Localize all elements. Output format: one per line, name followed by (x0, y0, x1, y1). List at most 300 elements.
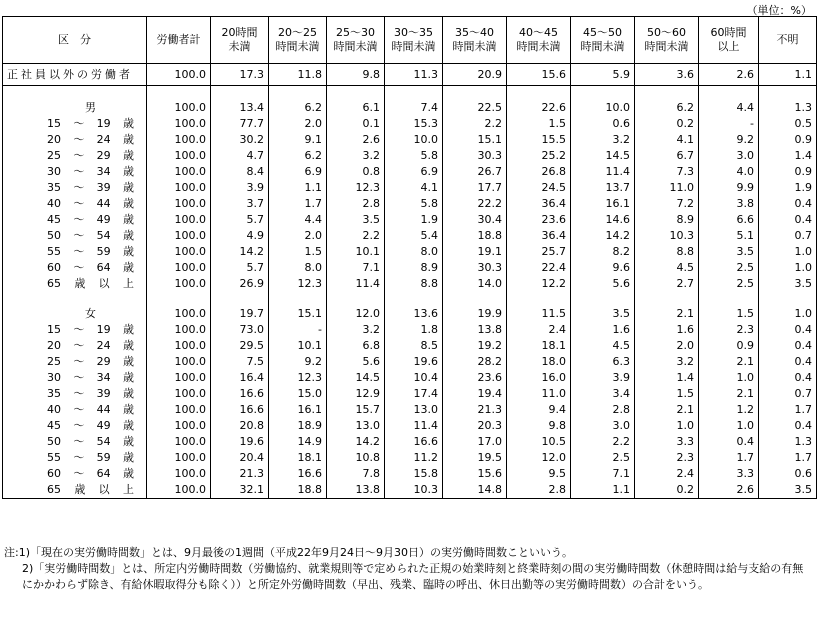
cell-value: 9.2 (269, 354, 327, 370)
cell-value: 9.2 (699, 132, 759, 148)
cell-value: 3.6 (635, 64, 699, 86)
cell-value: 100.0 (147, 148, 211, 164)
row-label: 35 ～ 39 歳 (3, 386, 147, 402)
age-row (3, 338, 817, 354)
cell-value: 7.8 (327, 466, 385, 482)
cell-value: 3.5 (699, 244, 759, 260)
cell-value: 6.1 (327, 100, 385, 116)
cell-value: 11.0 (507, 386, 571, 402)
cell-value: 11.3 (385, 64, 443, 86)
cell-value: 100.0 (147, 196, 211, 212)
cell-value: 19.6 (385, 354, 443, 370)
cell-value: 11.2 (385, 450, 443, 466)
cell-value: 26.8 (507, 164, 571, 180)
cell-value: 9.9 (699, 180, 759, 196)
cell-value: 24.5 (507, 180, 571, 196)
cell-value: 2.5 (699, 276, 759, 292)
row-label: 女 (3, 306, 147, 322)
cell-value: 14.5 (571, 148, 635, 164)
cell-value: 100.0 (147, 402, 211, 418)
cell-value: 1.7 (699, 450, 759, 466)
cell-value: 36.4 (507, 196, 571, 212)
row-label: 60 ～ 64 歳 (3, 466, 147, 482)
age-row (3, 148, 817, 164)
cell-value: 9.5 (507, 466, 571, 482)
cell-value: 100.0 (147, 482, 211, 499)
cell-value: - (699, 116, 759, 132)
cell-value: 16.1 (269, 402, 327, 418)
cell-value: 7.3 (635, 164, 699, 180)
cell-value: 14.2 (211, 244, 269, 260)
cell-value: 77.7 (211, 116, 269, 132)
cell-value: 1.0 (699, 418, 759, 434)
cell-value: 17.0 (443, 434, 507, 450)
male-summary-row (3, 100, 817, 116)
cell-value: 22.5 (443, 100, 507, 116)
cell-value: 0.9 (759, 164, 817, 180)
cell-value: 73.0 (211, 322, 269, 338)
row-label: 55 ～ 59 歳 (3, 450, 147, 466)
cell-value: 22.6 (507, 100, 571, 116)
cell-value: 1.5 (269, 244, 327, 260)
cell-value: 14.2 (327, 434, 385, 450)
cell-value: 18.1 (269, 450, 327, 466)
age-row (3, 402, 817, 418)
cell-value: 20.8 (211, 418, 269, 434)
cell-value: 4.5 (635, 260, 699, 276)
cell-value: 5.9 (571, 64, 635, 86)
cell-value: 0.6 (571, 116, 635, 132)
cell-value: 4.5 (571, 338, 635, 354)
cell-value: 8.0 (385, 244, 443, 260)
cell-value: 20.3 (443, 418, 507, 434)
row-label (3, 292, 147, 306)
cell-value: 6.2 (269, 100, 327, 116)
cell-value: 1.5 (635, 386, 699, 402)
cell-value (385, 292, 443, 306)
cell-value: 18.8 (443, 228, 507, 244)
cell-value: 1.8 (385, 322, 443, 338)
cell-value: 3.8 (699, 196, 759, 212)
row-label: 20 ～ 24 歳 (3, 132, 147, 148)
cell-value: 2.4 (507, 322, 571, 338)
column-header: 20時間 未満 (211, 17, 269, 64)
cell-value: 19.5 (443, 450, 507, 466)
cell-value: 2.6 (699, 482, 759, 499)
cell-value: 19.9 (443, 306, 507, 322)
cell-value: 100.0 (147, 64, 211, 86)
column-header: 40～45 時間未満 (507, 17, 571, 64)
cell-value: 0.4 (759, 322, 817, 338)
column-header: 25～30 時間未満 (327, 17, 385, 64)
age-row (3, 466, 817, 482)
cell-value: 100.0 (147, 164, 211, 180)
cell-value: 0.7 (759, 228, 817, 244)
total-row (3, 64, 817, 86)
cell-value: 3.2 (327, 322, 385, 338)
cell-value: 4.9 (211, 228, 269, 244)
cell-value: 9.8 (327, 64, 385, 86)
cell-value (699, 86, 759, 101)
cell-value (635, 86, 699, 101)
cell-value: 8.2 (571, 244, 635, 260)
cell-value: 3.5 (759, 276, 817, 292)
cell-value: 5.7 (211, 260, 269, 276)
cell-value: 4.1 (385, 180, 443, 196)
cell-value: 8.5 (385, 338, 443, 354)
cell-value: 0.4 (759, 338, 817, 354)
cell-value: 14.6 (571, 212, 635, 228)
cell-value: 1.7 (759, 402, 817, 418)
spacer-row (3, 86, 817, 101)
cell-value: 2.0 (269, 116, 327, 132)
cell-value: 17.7 (443, 180, 507, 196)
cell-value: 1.0 (759, 244, 817, 260)
cell-value: 30.2 (211, 132, 269, 148)
cell-value: 16.6 (211, 386, 269, 402)
cell-value: 13.0 (385, 402, 443, 418)
cell-value: 4.7 (211, 148, 269, 164)
cell-value: 2.2 (443, 116, 507, 132)
cell-value: 2.2 (571, 434, 635, 450)
cell-value: 14.0 (443, 276, 507, 292)
cell-value: 8.4 (211, 164, 269, 180)
cell-value (211, 86, 269, 101)
cell-value: 0.4 (699, 434, 759, 450)
cell-value: 3.7 (211, 196, 269, 212)
cell-value: 1.5 (507, 116, 571, 132)
cell-value: 13.8 (327, 482, 385, 499)
row-label: 40 ～ 44 歳 (3, 402, 147, 418)
cell-value: 19.2 (443, 338, 507, 354)
cell-value: 0.4 (759, 418, 817, 434)
cell-value: 19.1 (443, 244, 507, 260)
row-label: 50 ～ 54 歳 (3, 228, 147, 244)
cell-value: 20.4 (211, 450, 269, 466)
row-label: 30 ～ 34 歳 (3, 164, 147, 180)
cell-value: 0.6 (759, 466, 817, 482)
cell-value: 26.7 (443, 164, 507, 180)
cell-value: 0.4 (759, 370, 817, 386)
cell-value: 3.2 (327, 148, 385, 164)
age-row (3, 386, 817, 402)
cell-value: 10.3 (385, 482, 443, 499)
cell-value: 100.0 (147, 228, 211, 244)
row-label: 35 ～ 39 歳 (3, 180, 147, 196)
cell-value: 100.0 (147, 370, 211, 386)
cell-value: 6.9 (269, 164, 327, 180)
row-label: 65 歳 以 上 (3, 276, 147, 292)
cell-value: 10.0 (571, 100, 635, 116)
cell-value (443, 292, 507, 306)
cell-value: 1.3 (759, 100, 817, 116)
row-label: 男 (3, 100, 147, 116)
cell-value: 6.2 (269, 148, 327, 164)
cell-value: 3.0 (571, 418, 635, 434)
cell-value: 100.0 (147, 466, 211, 482)
cell-value: 0.1 (327, 116, 385, 132)
cell-value: 5.6 (327, 354, 385, 370)
cell-value: 2.2 (327, 228, 385, 244)
row-label: 60 ～ 64 歳 (3, 260, 147, 276)
cell-value: 16.0 (507, 370, 571, 386)
age-row (3, 434, 817, 450)
row-label: 15 ～ 19 歳 (3, 116, 147, 132)
cell-value: 6.2 (635, 100, 699, 116)
cell-value: 100.0 (147, 322, 211, 338)
row-label: 正社員以外の労働者 (3, 64, 147, 86)
age-row (3, 132, 817, 148)
cell-value: 18.8 (269, 482, 327, 499)
cell-value: 11.4 (571, 164, 635, 180)
cell-value: 7.4 (385, 100, 443, 116)
cell-value: 32.1 (211, 482, 269, 499)
cell-value: 25.7 (507, 244, 571, 260)
cell-value (507, 86, 571, 101)
row-label: 55 ～ 59 歳 (3, 244, 147, 260)
column-header: 30～35 時間未満 (385, 17, 443, 64)
cell-value: 3.9 (571, 370, 635, 386)
cell-value: 9.1 (269, 132, 327, 148)
cell-value: 17.4 (385, 386, 443, 402)
cell-value (571, 292, 635, 306)
cell-value: 1.7 (759, 450, 817, 466)
cell-value: 15.6 (507, 64, 571, 86)
cell-value: 10.0 (385, 132, 443, 148)
cell-value: 26.9 (211, 276, 269, 292)
cell-value (699, 292, 759, 306)
cell-value: 18.0 (507, 354, 571, 370)
cell-value: - (269, 322, 327, 338)
cell-value (759, 86, 817, 101)
cell-value: 11.0 (635, 180, 699, 196)
cell-value: 1.4 (635, 370, 699, 386)
cell-value: 15.3 (385, 116, 443, 132)
cell-value: 3.5 (759, 482, 817, 499)
column-header: 35～40 時間未満 (443, 17, 507, 64)
cell-value: 22.2 (443, 196, 507, 212)
note-1: 注:1)「現在の実労働時間数」とは、9月最後の1週間（平成22年9月24日～9月30日）の実労働時間数こといいう。 (4, 546, 573, 559)
cell-value: 2.0 (635, 338, 699, 354)
cell-value: 1.6 (571, 322, 635, 338)
column-header: 不明 (759, 17, 817, 64)
cell-value: 16.4 (211, 370, 269, 386)
cell-value: 4.4 (699, 100, 759, 116)
cell-value: 8.9 (635, 212, 699, 228)
row-label: 25 ～ 29 歳 (3, 148, 147, 164)
cell-value: 12.3 (327, 180, 385, 196)
cell-value: 5.1 (699, 228, 759, 244)
cell-value: 15.8 (385, 466, 443, 482)
cell-value: 100.0 (147, 180, 211, 196)
cell-value: 20.9 (443, 64, 507, 86)
cell-value: 16.6 (269, 466, 327, 482)
cell-value: 17.3 (211, 64, 269, 86)
cell-value (147, 86, 211, 101)
cell-value: 2.8 (507, 482, 571, 499)
notes (4, 545, 812, 593)
cell-value: 2.8 (571, 402, 635, 418)
cell-value: 5.8 (385, 196, 443, 212)
cell-value: 2.7 (635, 276, 699, 292)
cell-value (635, 292, 699, 306)
cell-value: 1.6 (635, 322, 699, 338)
cell-value: 3.3 (699, 466, 759, 482)
cell-value: 5.6 (571, 276, 635, 292)
row-label (3, 86, 147, 101)
cell-value: 12.2 (507, 276, 571, 292)
cell-value (571, 86, 635, 101)
cell-value: 10.3 (635, 228, 699, 244)
cell-value: 1.9 (759, 180, 817, 196)
cell-value: 18.9 (269, 418, 327, 434)
cell-value: 4.4 (269, 212, 327, 228)
age-row (3, 228, 817, 244)
cell-value: 8.8 (385, 276, 443, 292)
cell-value: 3.3 (635, 434, 699, 450)
cell-value: 2.5 (571, 450, 635, 466)
cell-value: 12.3 (269, 370, 327, 386)
cell-value: 3.5 (327, 212, 385, 228)
cell-value: 16.1 (571, 196, 635, 212)
cell-value: 0.9 (759, 132, 817, 148)
row-label: 40 ～ 44 歳 (3, 196, 147, 212)
cell-value: 13.6 (385, 306, 443, 322)
cell-value: 10.8 (327, 450, 385, 466)
cell-value: 30.3 (443, 148, 507, 164)
cell-value: 1.4 (759, 148, 817, 164)
cell-value: 25.2 (507, 148, 571, 164)
age-row (3, 276, 817, 292)
cell-value: 7.1 (327, 260, 385, 276)
age-row (3, 196, 817, 212)
cell-value: 12.0 (507, 450, 571, 466)
cell-value: 16.6 (211, 402, 269, 418)
cell-value: 0.4 (759, 212, 817, 228)
cell-value: 100.0 (147, 260, 211, 276)
cell-value: 100.0 (147, 132, 211, 148)
cell-value: 100.0 (147, 354, 211, 370)
cell-value: 12.3 (269, 276, 327, 292)
age-row (3, 370, 817, 386)
cell-value: 15.5 (507, 132, 571, 148)
cell-value: 30.3 (443, 260, 507, 276)
cell-value: 14.9 (269, 434, 327, 450)
cell-value: 100.0 (147, 434, 211, 450)
cell-value: 1.0 (635, 418, 699, 434)
cell-value: 2.4 (635, 466, 699, 482)
cell-value: 29.5 (211, 338, 269, 354)
cell-value: 2.3 (699, 322, 759, 338)
cell-value: 22.4 (507, 260, 571, 276)
cell-value: 5.7 (211, 212, 269, 228)
cell-value: 9.8 (507, 418, 571, 434)
cell-value: 2.1 (635, 402, 699, 418)
header-row (3, 17, 817, 64)
cell-value: 10.5 (507, 434, 571, 450)
age-row (3, 450, 817, 466)
cell-value: 2.3 (635, 450, 699, 466)
column-header: 45～50 時間未満 (571, 17, 635, 64)
cell-value: 0.4 (759, 196, 817, 212)
age-row (3, 354, 817, 370)
cell-value: 15.0 (269, 386, 327, 402)
cell-value: 4.0 (699, 164, 759, 180)
age-row (3, 116, 817, 132)
cell-value: 6.6 (699, 212, 759, 228)
cell-value: 5.4 (385, 228, 443, 244)
cell-value: 3.9 (211, 180, 269, 196)
cell-value: 6.7 (635, 148, 699, 164)
working-hours-table (2, 16, 817, 499)
cell-value: 1.1 (269, 180, 327, 196)
cell-value: 1.1 (571, 482, 635, 499)
cell-value: 1.0 (699, 370, 759, 386)
row-label: 30 ～ 34 歳 (3, 370, 147, 386)
cell-value: 11.4 (385, 418, 443, 434)
cell-value: 16.6 (385, 434, 443, 450)
cell-value: 7.5 (211, 354, 269, 370)
cell-value: 0.7 (759, 386, 817, 402)
cell-value: 36.4 (507, 228, 571, 244)
row-label: 15 ～ 19 歳 (3, 322, 147, 338)
age-row (3, 260, 817, 276)
cell-value: 13.4 (211, 100, 269, 116)
column-header: 50～60 時間未満 (635, 17, 699, 64)
cell-value: 0.8 (327, 164, 385, 180)
column-header: 労働者計 (147, 17, 211, 64)
note-2: 2)「実労働時間数」とは、所定内労働時間数（労働協約、就業規則等で定められた正規の始業時刻と終業時刻の間の実労働時間数（休憩時間は給与支給の有無にかかわらず除き、有給休暇取得分も除く））と所定外労働時間数（早出、残業、臨時の呼出、休日出勤等の実労働時間数）の合計をいう。 (22, 562, 804, 591)
cell-value: 14.8 (443, 482, 507, 499)
cell-value: 100.0 (147, 100, 211, 116)
cell-value: 9.6 (571, 260, 635, 276)
cell-value: 1.1 (759, 64, 817, 86)
cell-value: 6.9 (385, 164, 443, 180)
cell-value (327, 292, 385, 306)
cell-value: 1.0 (759, 306, 817, 322)
cell-value: 3.5 (571, 306, 635, 322)
age-row (3, 244, 817, 260)
cell-value: 23.6 (507, 212, 571, 228)
cell-value: 100.0 (147, 338, 211, 354)
cell-value: 11.4 (327, 276, 385, 292)
row-label: 25 ～ 29 歳 (3, 354, 147, 370)
cell-value: 19.4 (443, 386, 507, 402)
cell-value: 100.0 (147, 306, 211, 322)
cell-value: 30.4 (443, 212, 507, 228)
cell-value: 2.6 (699, 64, 759, 86)
cell-value: 13.0 (327, 418, 385, 434)
cell-value: 15.7 (327, 402, 385, 418)
cell-value: 12.9 (327, 386, 385, 402)
cell-value: 2.6 (327, 132, 385, 148)
cell-value: 21.3 (443, 402, 507, 418)
age-row (3, 164, 817, 180)
cell-value (443, 86, 507, 101)
cell-value: 15.1 (443, 132, 507, 148)
cell-value: 10.1 (269, 338, 327, 354)
cell-value: 100.0 (147, 244, 211, 260)
cell-value: 0.2 (635, 116, 699, 132)
cell-value: 100.0 (147, 276, 211, 292)
cell-value: 4.1 (635, 132, 699, 148)
cell-value: 19.7 (211, 306, 269, 322)
cell-value: 28.2 (443, 354, 507, 370)
cell-value: 100.0 (147, 418, 211, 434)
age-row (3, 322, 817, 338)
column-header: 20～25 時間未満 (269, 17, 327, 64)
cell-value: 0.9 (699, 338, 759, 354)
